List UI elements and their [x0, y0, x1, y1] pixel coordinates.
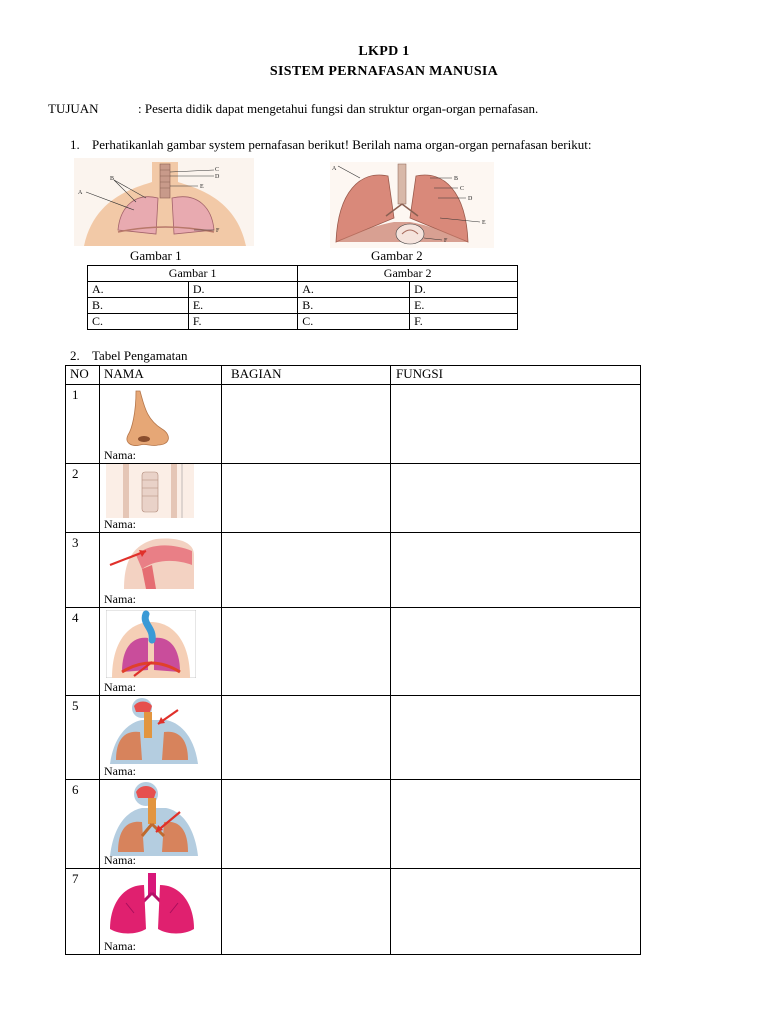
nama-cell[interactable] [100, 385, 222, 464]
table1-cell[interactable]: B. [88, 298, 189, 314]
row-number: 2 [72, 466, 79, 481]
table2-header-bagian: BAGIAN [222, 366, 391, 385]
q1-text: Perhatikanlah gambar system pernafasan berikut! Berilah nama organ-organ pernafasan berikut: [92, 137, 592, 152]
fungsi-cell[interactable] [391, 696, 641, 780]
fig1-letter-c: C [215, 167, 220, 173]
table-row [66, 696, 641, 780]
row-number: 3 [72, 535, 79, 550]
nama-cell[interactable] [100, 696, 222, 780]
fig1-letter-e: E [200, 184, 204, 190]
fig2-letter-a: A [332, 166, 337, 172]
diaphragm-icon [106, 610, 196, 678]
bagian-cell[interactable] [222, 696, 391, 780]
fig2-letter-d: D [468, 196, 473, 202]
nama-cell[interactable] [100, 464, 222, 533]
row-number: 5 [72, 698, 79, 713]
fig1-letter-d: D [215, 174, 220, 180]
bagian-cell[interactable] [222, 385, 391, 464]
table1-cell[interactable]: E. [188, 298, 297, 314]
table1-cell[interactable]: C. [298, 314, 410, 330]
fungsi-cell[interactable] [391, 780, 641, 869]
nama-label: Nama: [104, 592, 136, 606]
table1-cell[interactable]: D. [410, 282, 518, 298]
observation-table [65, 365, 641, 955]
lungs-icon [106, 873, 198, 937]
figure-1-caption: Gambar 1 [130, 248, 182, 263]
table1-header-gambar1: Gambar 1 [88, 266, 298, 282]
row-number: 4 [72, 610, 79, 625]
table-row [66, 385, 641, 464]
fungsi-cell[interactable] [391, 464, 641, 533]
table1-header-gambar2: Gambar 2 [298, 266, 518, 282]
nama-label: Nama: [104, 764, 136, 778]
row-number: 6 [72, 782, 79, 797]
throat-icon [106, 464, 194, 518]
table1-cell[interactable]: C. [88, 314, 189, 330]
table-row [66, 464, 641, 533]
q2-number: 2. [70, 348, 80, 363]
row-number: 7 [72, 871, 79, 886]
table-row [66, 780, 641, 869]
nama-label: Nama: [104, 517, 136, 531]
nama-cell[interactable] [100, 869, 222, 955]
fig2-letter-f: F [444, 238, 448, 244]
table1-cell[interactable]: F. [410, 314, 518, 330]
fungsi-cell[interactable] [391, 385, 641, 464]
nama-label: Nama: [104, 853, 136, 867]
table1-cell[interactable]: A. [298, 282, 410, 298]
table-row [66, 533, 641, 608]
respiratory-figure-1 [74, 158, 254, 246]
table1-cell[interactable]: A. [88, 282, 189, 298]
nama-label: Nama: [104, 448, 136, 462]
q2-text: Tabel Pengamatan [92, 348, 188, 363]
trachea-icon [106, 698, 202, 764]
bagian-cell[interactable] [222, 608, 391, 696]
nasal-cavity-icon [106, 535, 196, 589]
nose-icon [110, 389, 180, 449]
table1-cell[interactable]: B. [298, 298, 410, 314]
table2-header-nama: NAMA [100, 366, 222, 385]
nama-label: Nama: [104, 680, 136, 694]
fig2-letter-c: C [460, 186, 465, 192]
table2-header-no: NO [66, 366, 100, 385]
tujuan-label: TUJUAN [48, 101, 99, 116]
fungsi-cell[interactable] [391, 869, 641, 955]
row-number: 1 [72, 387, 79, 402]
bagian-cell[interactable] [222, 780, 391, 869]
bagian-cell[interactable] [222, 869, 391, 955]
figure-2-caption: Gambar 2 [371, 248, 423, 263]
nama-label: Nama: [104, 939, 136, 953]
fig2-letter-e: E [482, 220, 486, 226]
fungsi-cell[interactable] [391, 533, 641, 608]
fungsi-cell[interactable] [391, 608, 641, 696]
q1-number: 1. [70, 137, 80, 152]
fig1-letter-f: F [216, 228, 220, 234]
fig1-letter-b: B [110, 176, 115, 182]
nama-cell[interactable] [100, 780, 222, 869]
page-title: LKPD 1 [358, 44, 410, 59]
tujuan-text: : Peserta didik dapat mengetahui fungsi dan struktur organ-organ pernafasan. [138, 101, 539, 116]
table2-header-fungsi: FUNGSI [391, 366, 641, 385]
table-row [66, 608, 641, 696]
nama-cell[interactable] [100, 608, 222, 696]
fig2-letter-b: B [454, 176, 459, 182]
fig1-letter-a: A [78, 190, 83, 196]
table1-cell[interactable]: D. [188, 282, 297, 298]
bagian-cell[interactable] [222, 464, 391, 533]
respiratory-figure-2 [330, 162, 494, 248]
bagian-cell[interactable] [222, 533, 391, 608]
answer-table [87, 265, 518, 330]
table1-cell[interactable]: F. [188, 314, 297, 330]
table1-cell[interactable]: E. [410, 298, 518, 314]
nama-cell[interactable] [100, 533, 222, 608]
page-subtitle: SISTEM PERNAFASAN MANUSIA [269, 64, 499, 79]
table-row [66, 869, 641, 955]
bronchi-icon [106, 782, 202, 856]
